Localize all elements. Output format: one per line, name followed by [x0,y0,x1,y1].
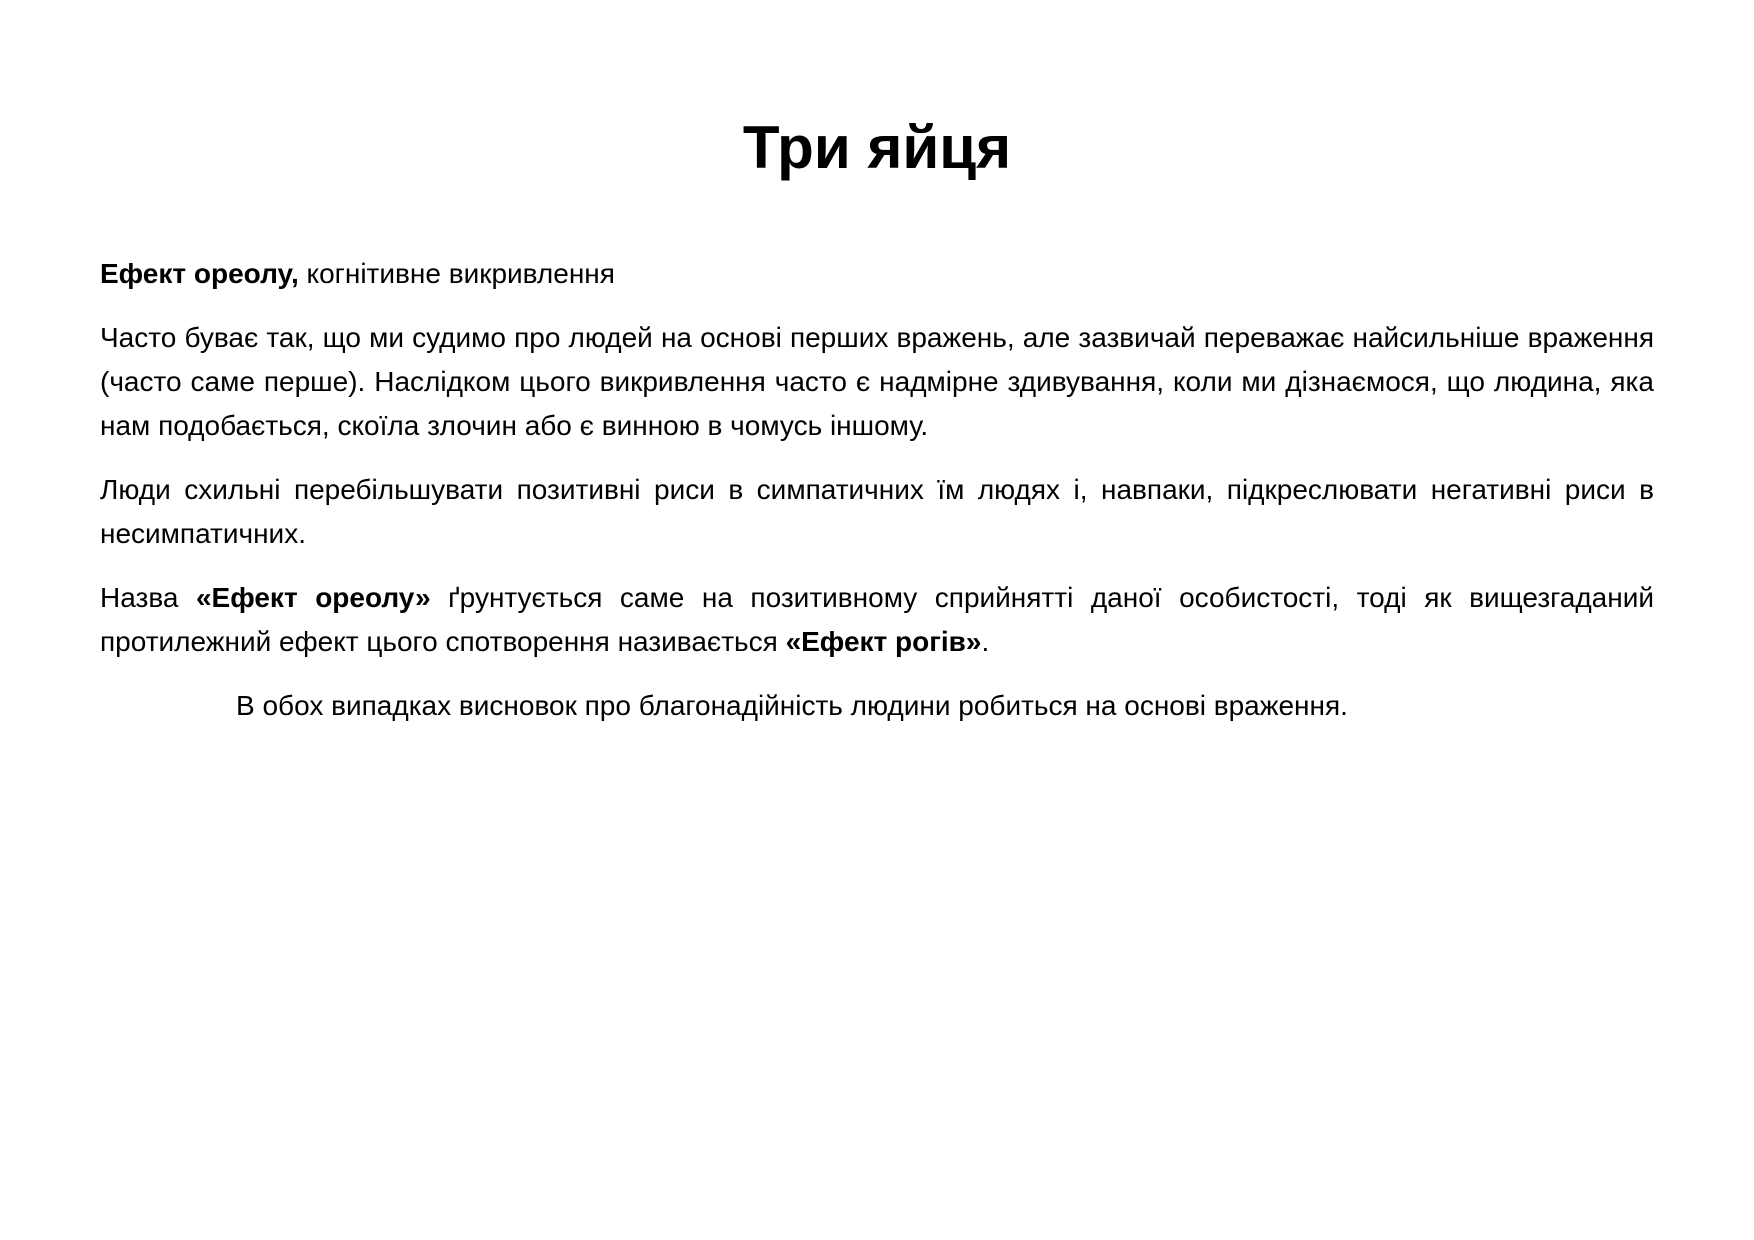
text-segment: В обох випадках висновок про благонадійність людини робиться на основі враження. [236,690,1348,721]
paragraph-exaggeration-tendency [100,468,1654,556]
text-segment-bold: «Ефект рогів» [785,626,982,657]
paragraph-first-impressions [100,316,1654,448]
text-segment: когнітивне викривлення [298,258,615,289]
text-segment-bold: Ефект ореолу, [100,258,299,289]
text-segment: Люди схильні перебільшувати позитивні риси в симпатичних їм людях і, навпаки, підкреслювати негативні риси в несимпатичних. [100,474,1654,549]
text-segment: Часто буває так, що ми судимо про людей на основі перших вражень, але зазвичай переважає найсильніше враження (часто саме перше). Наслідком цього викривлення часто є надмірне здивування, коли ми дізнаємося, що людина, яка нам подобається, скоїла злочин або є винною в чомусь іншому. [100,322,1654,441]
text-segment: ґрунтується саме на позитивному сприйнятті даної особистості, тоді як вищезгаданий протилежний ефект цього спотворення називається [100,582,1654,657]
text-segment-bold: «Ефект ореолу» [195,582,431,613]
text-segment: . [981,626,990,657]
paragraph-conclusion [100,684,1654,728]
paragraph-halo-effect-definition [100,252,1654,296]
paragraph-name-origin [100,576,1654,664]
page-title: Три яйця [742,114,1012,181]
text-segment: Назва [100,582,196,613]
document-body [100,252,1654,728]
